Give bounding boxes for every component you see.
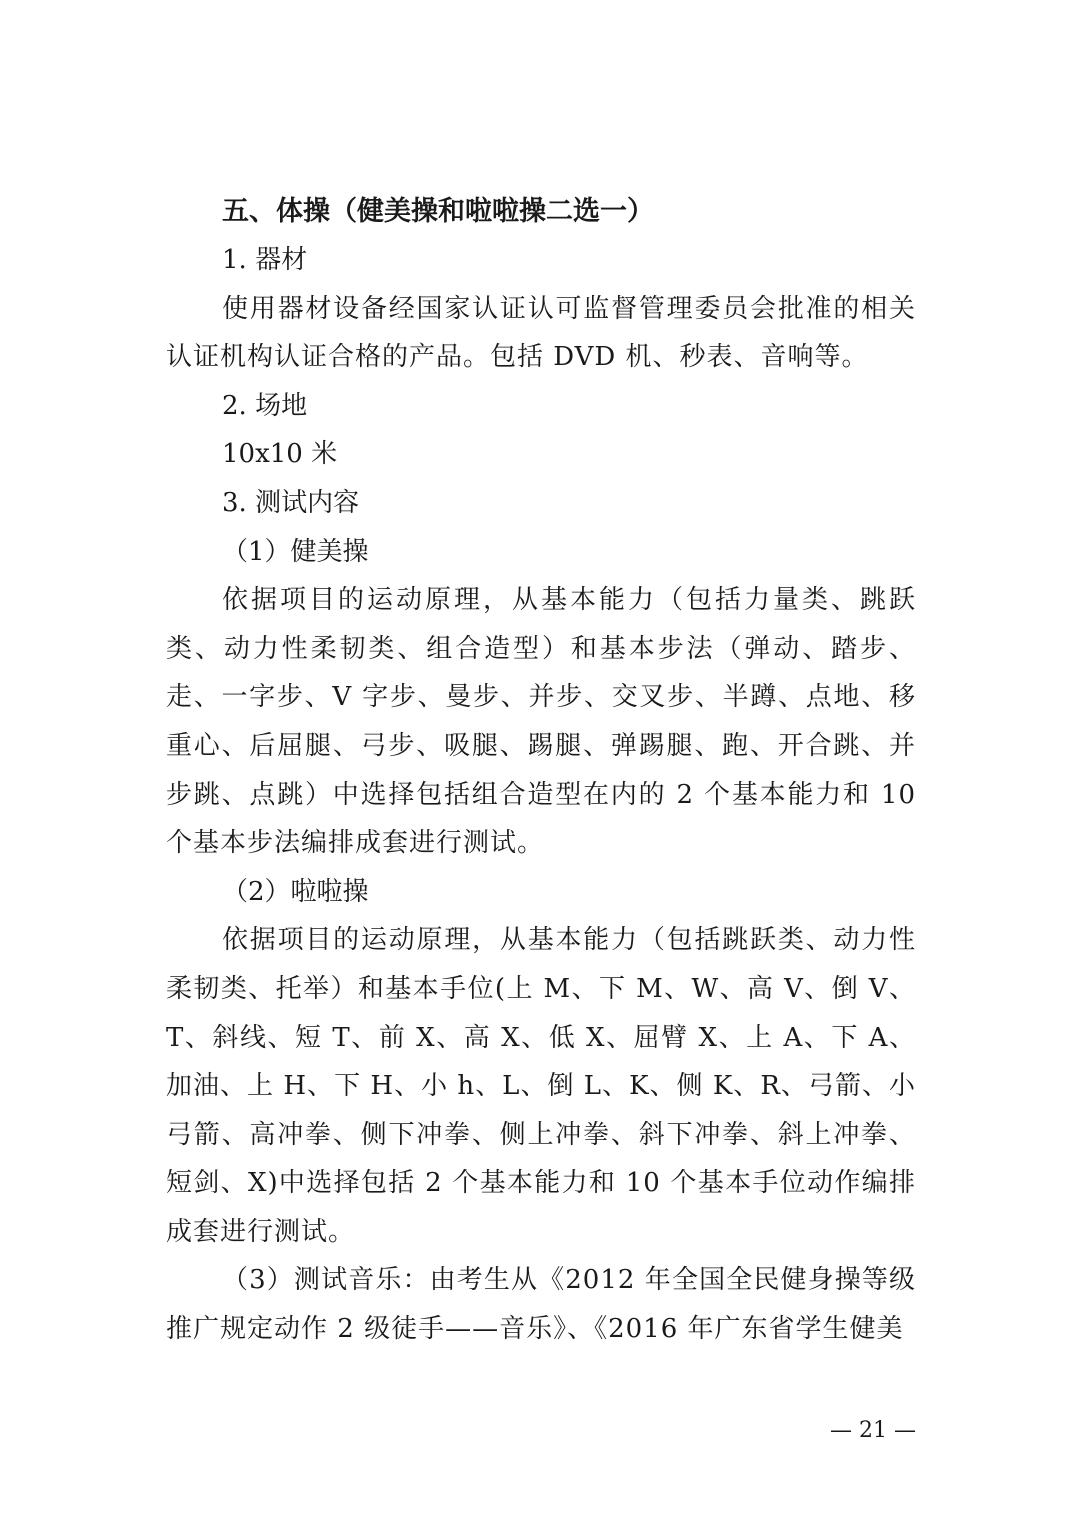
paragraph-aerobics: 依据项目的运动原理，从基本能力（包括力量类、跳跃类、动力性柔韧类、组合造型）和基本步法（弹动、踏步、走、一字步、V 字步、曼步、并步、交叉步、半蹲、点地、移重心、后屈腿、弓步、吸腿、踢腿、弹踢腿、跑、开合跳、并步跳、点跳）中选择包括组合造型在内的 2 个基本能力和 10 个基本步法编排成套进行测试。: [166, 585, 916, 859]
page-number: — 21 —: [830, 1418, 916, 1443]
subheading-test-content: 3. 测试内容: [222, 487, 360, 518]
subheading-cheerleading: （2）啦啦操: [222, 876, 369, 907]
venue-size: 10x10 米: [222, 439, 338, 470]
paragraph-cheerleading: 依据项目的运动原理，从基本能力（包括跳跃类、动力性柔韧类、托举）和基本手位(上 M、下 M、W、高 V、倒 V、T、斜线、短 T、前 X、高 X、低 X、屈臂 X、上 A、下 A、加油、上 H、下 H、小 h、L、倒 L、K、侧 K、R、弓箭、小弓箭、高冲拳、侧下冲拳、侧上冲拳、斜下冲拳、斜上冲拳、短剑、X)中选择包括 2 个基本能力和 10 个基本手位动作编排成套进行测试。: [166, 925, 916, 1247]
paragraph-test-music: （3）测试音乐：由考生从《2012 年全国全民健身操等级推广规定动作 2 级徒手——音乐》、《2016 年广东省学生健美: [166, 1265, 916, 1345]
subheading-aerobics: （1）健美操: [222, 536, 369, 567]
subheading-venue: 2. 场地: [222, 390, 308, 421]
paragraph-equipment: 使用器材设备经国家认证认可监督管理委员会批准的相关认证机构认证合格的产品。包括 DVD 机、秒表、音响等。: [166, 293, 916, 373]
subheading-equipment: 1. 器材: [222, 245, 308, 275]
section-body: [166, 188, 916, 1354]
section-heading: 五、体操（健美操和啦啦操二选一）: [222, 196, 654, 227]
